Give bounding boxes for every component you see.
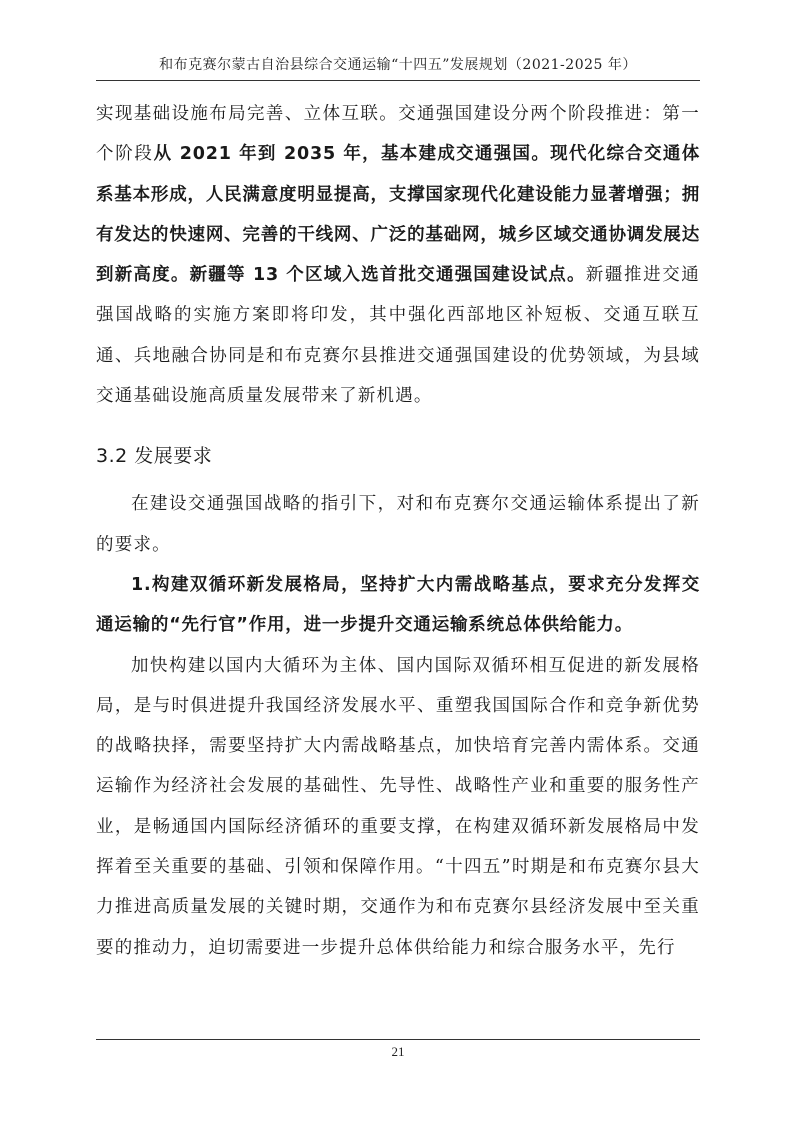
paragraph-requirements-intro: 在建设交通强国战略的指引下，对和布克赛尔交通运输体系提出了新的要求。 <box>96 494 700 555</box>
page-number: 21 <box>391 1044 405 1059</box>
header-rule <box>96 80 700 81</box>
footer-rule <box>96 1039 700 1040</box>
paragraph-traffic-power-stages <box>96 94 700 416</box>
emphasized-text: 从 2021 年到 2035 年，基本建成交通强国。现代化综合交通体系基本形成，人民满意度明显提高，支撑国家现代化建设能力显著增强；拥有发达的快速网、完善的干线网、广泛的基础网，城乡区域交通协调发展达到新高度。新疆等 13 个区域入选首批交通强国建设试点。 <box>96 144 700 286</box>
running-header: 和布克赛尔蒙古自治县综合交通运输“十四五”发展规划（2021-2025 年） <box>159 57 637 73</box>
paragraph-text: 新疆推进交通强国战略的实施方案即将印发，其中强化西部地区补短板、交通互联互通、兵地融合协同是和布克赛尔县推进交通强国建设的优势领域，为县域交通基础设施高质量发展带来了新机遇。 <box>96 265 701 407</box>
sub-heading-dual-circulation: 1.构建双循环新发展格局，坚持扩大内需战略基点，要求充分发挥交通运输的“先行官”作用，进一步提升交通运输系统总体供给能力。 <box>96 574 700 636</box>
paragraph-dual-circulation: 加快构建以国内大循环为主体、国内国际双循环相互促进的新发展格局，是与时俱进提升我国经济发展水平、重塑我国国际合作和竞争新优势的战略抉择，需要坚持扩大内需战略基点，加快培育完善内需体系。交通运输作为经济社会发展的基础性、先导性、战略性产业和重要的服务性产业，是畅通国内国际经济循环的重要支撑，在构建双循环新发展格局中发挥着至关重要的基础、引领和保障作用。“十四五”时期是和布克赛尔县大力推进高质量发展的关键时期，交通作为和布克赛尔县经济发展中至关重要的推动力，迫切需要进一步提升总体供给能力和综合服务水平，先行 <box>96 655 700 958</box>
paragraph-text: 实现基础设施布局完善、立体互联。交通强国建设分两个阶段推进：第一个阶段 <box>96 104 700 165</box>
section-heading: 3.2 发展要求 <box>96 445 213 468</box>
document-body <box>96 94 700 968</box>
